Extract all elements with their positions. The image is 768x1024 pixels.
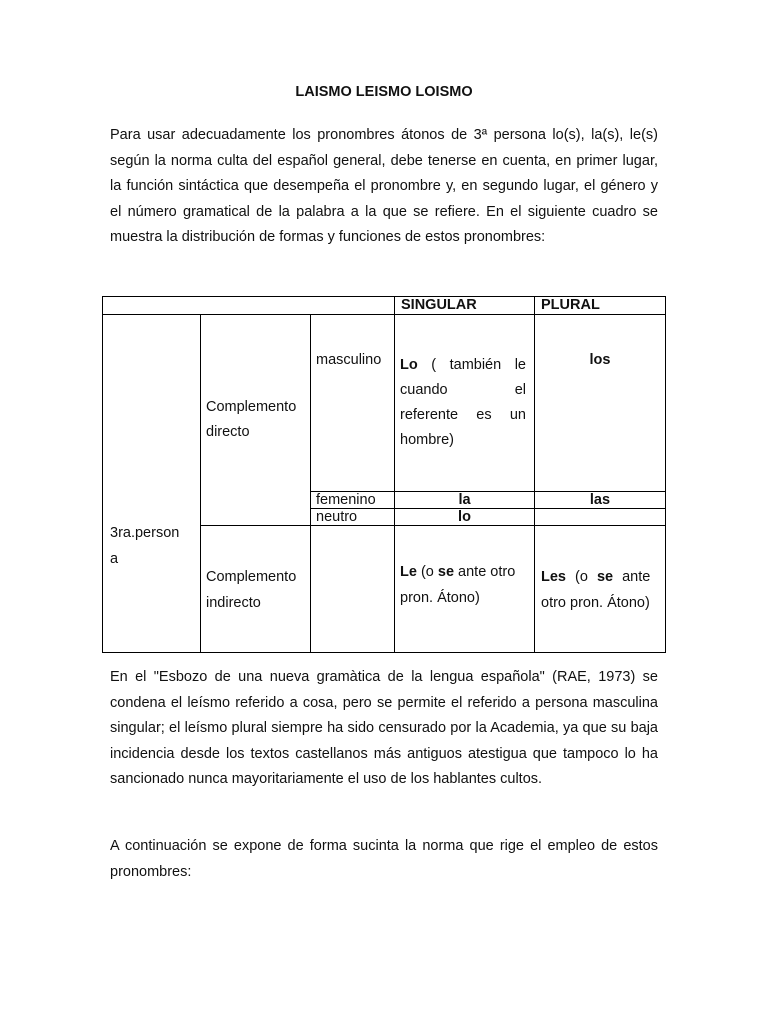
esbozo-paragraph: En el "Esbozo de una nueva gramàtica de la lengua española" (RAE, 1973) se condena el leísmo referido a cosa, pero se permite el referido a persona masculina singular; el leísmo plural siempre ha sido censurado por la Academia, ya que su baja incidencia desde los textos castellanos más antiguos atestigua que tampoco lo ha sancionado nunca mayoritariamente el uso de los hablantes cultos. xyxy=(110,669,658,787)
table-border-bottom xyxy=(102,652,666,653)
col-divider-function xyxy=(200,314,201,653)
persona-label-line2: a xyxy=(110,551,119,567)
row-divider-ci xyxy=(200,525,666,526)
ci-singular-le: Le xyxy=(400,564,417,580)
masc-singular-line2: cuando el xyxy=(400,382,526,398)
ci-plural-text1: (o xyxy=(566,569,597,585)
header-singular: SINGULAR xyxy=(401,297,477,313)
masc-singular-note: ( también le xyxy=(431,357,526,373)
cd-label-line1: Complemento xyxy=(206,399,297,415)
continuacion-paragraph: A continuación se expone de forma sucinta la norma que rige el empleo de estos pronombres: xyxy=(110,838,658,880)
header-plural: PLURAL xyxy=(541,297,600,313)
ci-plural-les: Les xyxy=(541,569,566,585)
table-header-divider xyxy=(102,314,666,315)
document-title: LAISMO LEISMO LOISMO xyxy=(295,84,473,100)
ci-singular-se: se xyxy=(437,564,455,580)
persona-label-line1: 3ra.person xyxy=(110,525,180,541)
ci-label-line1: Complemento xyxy=(206,569,297,585)
cd-label-line2: directo xyxy=(206,424,250,440)
table-border-left xyxy=(102,296,103,653)
col-divider-plural xyxy=(534,296,535,653)
masc-plural: los xyxy=(589,352,611,368)
fem-singular: la xyxy=(458,492,471,508)
table-border-right xyxy=(665,296,666,653)
ci-plural-line1 xyxy=(541,569,650,585)
ci-plural-text2: ante xyxy=(613,569,651,585)
ci-singular-line1 xyxy=(400,564,515,580)
ci-label-line2: indirecto xyxy=(206,595,261,611)
ci-plural-line2: otro pron. Átono) xyxy=(541,595,650,611)
masc-singular-lo: Lo xyxy=(400,357,418,373)
masc-singular-line3: referente es un xyxy=(400,407,526,423)
gender-neutro: neutro xyxy=(316,509,358,525)
ci-singular-text1: (o xyxy=(416,564,438,580)
masc-singular-line1 xyxy=(400,357,526,373)
col-divider-gender xyxy=(310,314,311,653)
gender-masculino: masculino xyxy=(316,352,382,368)
fem-plural: las xyxy=(589,492,611,508)
ci-singular-line2: pron. Átono) xyxy=(400,590,480,606)
gender-femenino: femenino xyxy=(316,492,376,508)
masc-singular-line4: hombre) xyxy=(400,432,454,448)
intro-paragraph: Para usar adecuadamente los pronombres átonos de 3ª persona lo(s), la(s), le(s) según la norma culta del español general, debe tenerse en cuenta, en primer lugar, la función sintáctica que desempeña el pronombre y, en segundo lugar, el género y el número gramatical de la palabra a la que se refiere. En el siguiente cuadro se muestra la distribución de formas y funciones de estos pronombres: xyxy=(110,127,658,245)
ci-singular-text2: ante otro xyxy=(454,564,516,580)
neutro-singular: lo xyxy=(458,509,471,525)
col-divider-singular xyxy=(394,296,395,653)
ci-plural-se: se xyxy=(596,569,614,585)
